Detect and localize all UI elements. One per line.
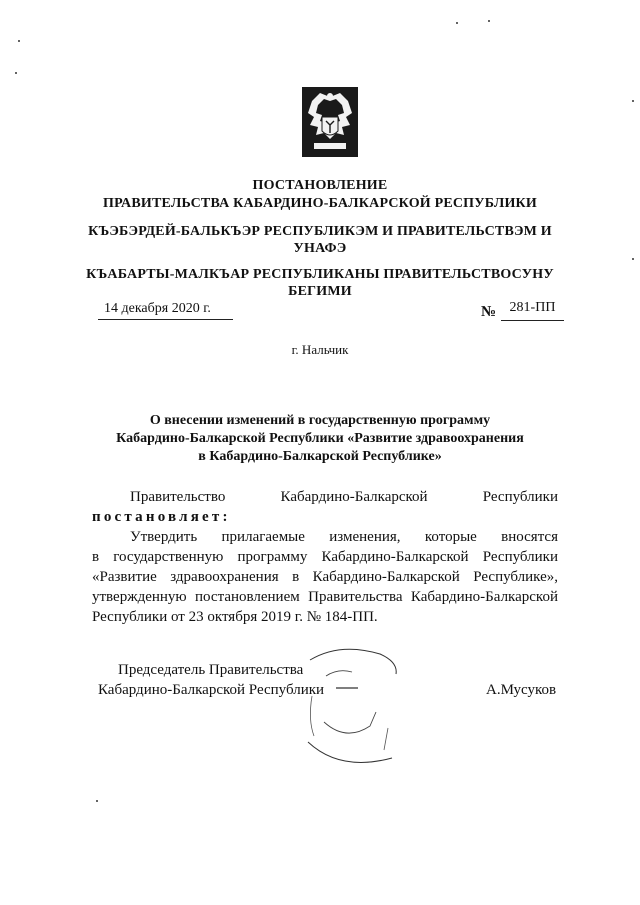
scan-speck (18, 40, 20, 42)
coat-of-arms-icon (302, 87, 358, 157)
title-line-2: Кабардино-Балкарской Республики «Развитие здравоохранения (116, 431, 524, 446)
intro-word-kbr: Кабардино-Балкарской (280, 489, 428, 505)
paragraph-line-3: «Развитие здравоохранения в Кабардино-Балкарской Республике», (92, 569, 558, 585)
scan-speck (632, 258, 634, 260)
paragraph-line-4: утвержденную постановлением Правительства Кабардино-Балкарской (92, 589, 558, 605)
issuer-krc-line1: КЪАБАРТЫ-МАЛКЪАР РЕСПУБЛИКАНЫ ПРАВИТЕЛЬСТВОСУНУ (86, 267, 554, 282)
number-field (501, 298, 564, 321)
issuer-ru: ПРАВИТЕЛЬСТВА КАБАРДИНО-БАЛКАРСКОЙ РЕСПУБЛИКИ (102, 196, 538, 211)
paragraph-line-5: Республики от 23 октября 2019 г. № 184-ПП. (92, 609, 378, 625)
intro-line (92, 487, 558, 507)
document-type: ПОСТАНОВЛЕНИЕ (252, 178, 388, 193)
scan-speck (632, 100, 634, 102)
issuer-kbd-line1: КЪЭБЭРДЕЙ-БАЛЬКЪЭР РЕСПУБЛИКЭМ И ПРАВИТЕЛЬСТВЭМ И (88, 224, 552, 239)
signatory-title-line1: Председатель Правительства (118, 662, 304, 678)
scan-speck (96, 800, 98, 802)
scan-speck (488, 20, 490, 22)
paragraph-line-2: в государственную программу Кабардино-Балкарской Республики (92, 549, 558, 565)
signatory-title-line2: Кабардино-Балкарской Республики (98, 682, 325, 698)
issuer-kbd-line2: УНАФЭ (293, 241, 347, 256)
paragraph-line-1: Утвердить прилагаемые изменения, которые вносятся (130, 529, 558, 545)
scan-speck (456, 22, 458, 24)
intro-word-republic: Республики (482, 489, 558, 505)
document-title (0, 412, 640, 466)
title-line-1: О внесении изменений в государственную программу (149, 413, 491, 428)
body-intro (92, 487, 558, 627)
city-label: г. Нальчик (291, 342, 349, 357)
title-line-3: в Кабардино-Балкарской Республике» (198, 449, 442, 464)
date-field (98, 299, 233, 320)
scan-speck (15, 72, 17, 74)
resolves-word: постановляет: (92, 509, 231, 525)
intro-word-government: Правительство (130, 489, 226, 505)
document-number: 281-ПП (509, 300, 556, 315)
signatory-name: А.Мусуков (486, 682, 557, 698)
number-sign: № (481, 304, 497, 320)
document-date: 14 декабря 2020 г. (104, 301, 211, 316)
issuer-krc-line2: БЕГИМИ (288, 284, 352, 299)
signature-seal-mark (280, 640, 420, 780)
coat-of-arms-emblem (302, 87, 358, 157)
